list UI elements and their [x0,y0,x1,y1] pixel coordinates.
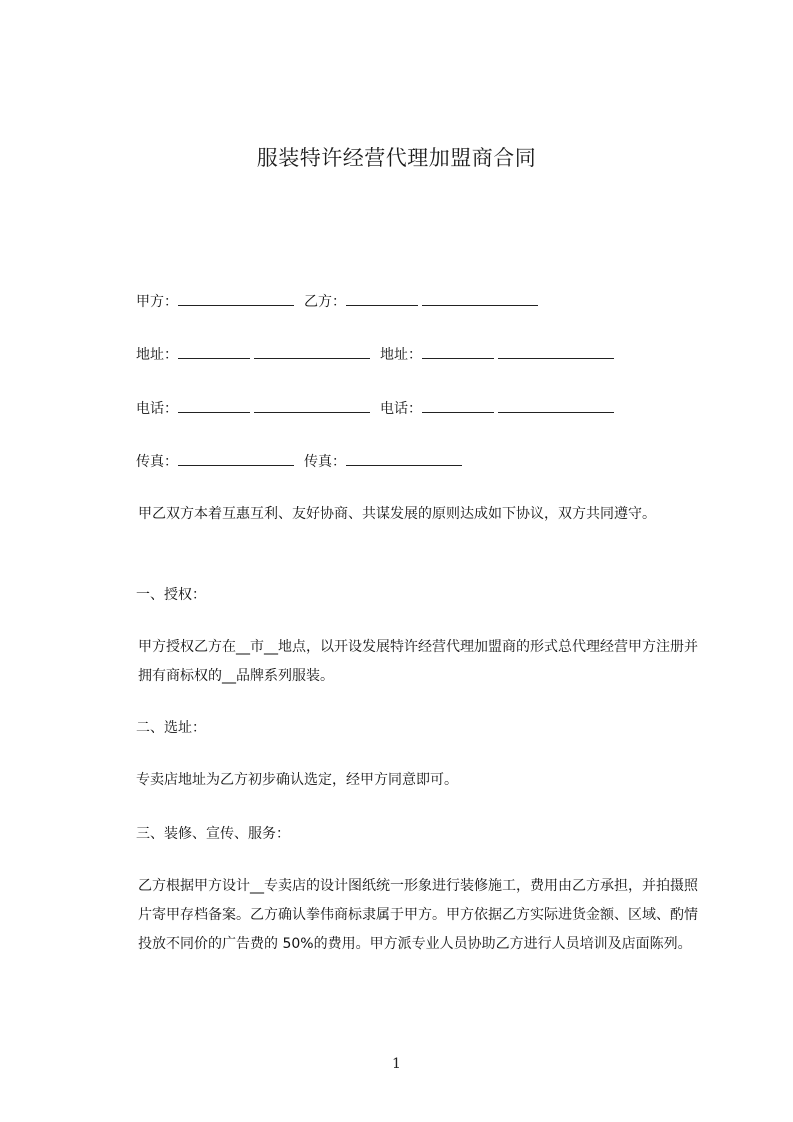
fax-row [136,452,466,472]
section-1-paragraph [118,633,708,691]
document-title: 服装特许经营代理加盟商合同 [256,146,537,170]
party-b-address-blank-2 [498,345,614,359]
section-1-text: 甲方授权乙方在__市__地点，以开设发展特许经营代理加盟商的形式总代理经营甲方注册并拥有商标权的__品牌系列服装。 [138,639,698,684]
section-2-heading: 二、选址： [136,720,206,736]
section-2-text: 专卖店地址为乙方初步确认选定，经甲方同意即可。 [136,772,458,788]
party-b-name-blank-2 [422,292,538,306]
party-a-phone-blank-1 [178,399,250,413]
party-b-fax-blank [346,452,462,466]
party-a-phone-label: 电话： [136,401,178,417]
party-a-address-blank-1 [178,345,250,359]
section-3-paragraph [118,872,708,959]
party-b-phone-blank-2 [498,399,614,413]
party-b-name-blank-1 [346,292,418,306]
party-b-label: 乙方： [304,294,346,310]
address-row [136,345,618,365]
section-2-paragraph [136,766,726,795]
party-b-address-label: 地址： [380,347,422,363]
section-3-heading: 三、装修、宣传、服务： [136,826,290,842]
party-a-fax-label: 传真： [136,454,178,470]
party-a-fax-blank [178,452,294,466]
section-3-text: 乙方根据甲方设计__专卖店的设计图纸统一形象进行装修施工，费用由乙方承担，并拍摄照片寄甲存档备案。乙方确认拳伟商标隶属于甲方。甲方依据乙方实际进货金额、区域、酌情投放不同价的广告费的 50%的费用。甲方派专业人员协助乙方进行人员培训及店面陈列。 [138,878,698,952]
phone-row [136,399,618,419]
party-b-phone-blank-1 [422,399,494,413]
party-a-name-blank [178,292,294,306]
section-1-heading: 一、授权： [136,587,206,603]
party-a-label: 甲方： [136,294,178,310]
party-a-phone-blank-2 [254,399,370,413]
party-b-address-blank-1 [422,345,494,359]
page-number: 1 [392,1056,401,1072]
party-a-address-blank-2 [254,345,370,359]
party-names-row [136,292,542,312]
party-b-fax-label: 传真： [304,454,346,470]
party-a-address-label: 地址： [136,347,178,363]
party-b-phone-label: 电话： [380,401,422,417]
intro-text: 甲乙双方本着互惠互利、友好协商、共谋发展的原则达成如下协议，双方共同遵守。 [138,506,656,522]
intro-paragraph [118,500,708,529]
